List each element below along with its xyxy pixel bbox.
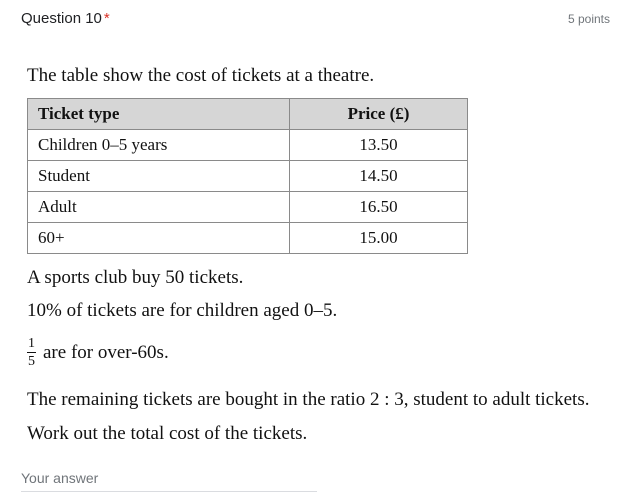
fraction-denominator: 5 <box>28 354 35 369</box>
fraction <box>27 336 36 369</box>
header-price: Price (£) <box>290 99 468 130</box>
cell-ticket-type: Student <box>28 161 290 192</box>
table-row <box>28 130 468 161</box>
points-label: 5 points <box>567 12 610 26</box>
header-ticket-type: Ticket type <box>28 99 290 130</box>
cell-price: 15.00 <box>290 223 468 254</box>
cell-price: 16.50 <box>290 192 468 223</box>
cell-price: 13.50 <box>290 130 468 161</box>
table-row <box>28 161 468 192</box>
cell-ticket-type: Adult <box>28 192 290 223</box>
body-line-children: 10% of tickets are for children aged 0–5. <box>27 300 338 321</box>
fraction-numerator: 1 <box>28 336 35 351</box>
intro-text: The table show the cost of tickets at a theatre. <box>27 65 375 86</box>
question-title <box>21 10 110 27</box>
table-row <box>28 192 468 223</box>
table-row <box>28 223 468 254</box>
required-asterisk: * <box>103 10 110 27</box>
cell-price: 14.50 <box>290 161 468 192</box>
body-line-tickets-total: A sports club buy 50 tickets. <box>27 267 244 288</box>
table-header-row <box>28 99 468 130</box>
question-title-text: Question 10 <box>21 10 102 27</box>
cell-ticket-type: 60+ <box>28 223 290 254</box>
cell-ticket-type: Children 0–5 years <box>28 130 290 161</box>
body-line-over-60s <box>27 336 169 369</box>
body-line-ratio: The remaining tickets are bought in the ratio 2 : 3, student to adult tickets. <box>27 389 590 410</box>
body-line-instruction: Work out the total cost of the tickets. <box>27 423 308 444</box>
ticket-price-table <box>27 98 468 254</box>
answer-input[interactable]: Your answer <box>21 470 99 486</box>
fraction-text: are for over-60s. <box>43 341 169 363</box>
fraction-bar <box>27 352 36 353</box>
answer-input-underline[interactable] <box>21 491 317 492</box>
